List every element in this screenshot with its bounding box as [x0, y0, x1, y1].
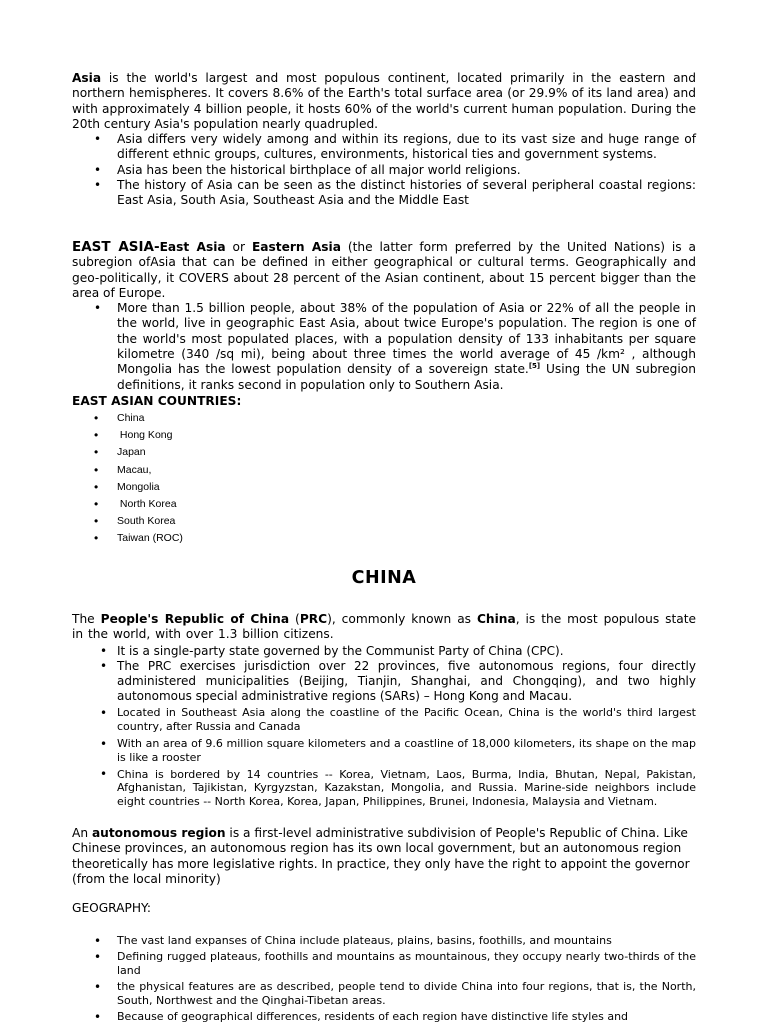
autonomous-an: An — [72, 826, 92, 840]
country-item: • North Korea — [72, 496, 696, 513]
autonomous-region-section — [72, 826, 696, 887]
geography-bullet-list — [72, 934, 696, 1024]
asia-intro-paragraph — [72, 71, 696, 132]
country-item: • Japan — [72, 444, 696, 461]
citation-link[interactable]: [5] — [528, 362, 541, 371]
list-item — [72, 301, 696, 393]
east-asia-bullet-text-cont: Using the UN subregion definitions, it ranks second in population only to Southern Asia. — [117, 362, 696, 392]
list-item: • The PRC exercises jurisdiction over 22 provinces, five autonomous regions, four directly administered municipalities (Beijing, Tianjin, Shanghai, and Chongqing), and two highly autonomous special administrative regions (SARs) – Hong Kong and Macau. — [72, 659, 696, 704]
china-paren-open: ( — [289, 612, 300, 626]
list-item: • Asia differs very widely among and within its regions, due to its vast size and huge range of different ethnic groups, cultures, environments, historical ties and government systems. — [72, 132, 696, 163]
asia-intro-text: is the world's largest and most populous continent, located primarily in the eastern and northern hemispheres. It covers 8.6% of the Earth's total surface area (or 29.9% of its land area) and with approximately 4 billion people, it hosts 60% of the world's current human population. During the 20th century Asia's population nearly quadrupled. — [72, 71, 696, 131]
country-item: • South Korea — [72, 513, 696, 530]
prc-full-name: People's Republic of China — [100, 612, 290, 626]
list-item: • Defining rugged plateaus, foothills and mountains as mountainous, they occupy nearly two-thirds of the land — [72, 950, 696, 978]
country-item: • Hong Kong — [72, 427, 696, 444]
east-asia-paragraph — [72, 240, 696, 301]
list-item: • China is bordered by 14 countries -- Korea, Vietnam, Laos, Burma, India, Bhutan, Nepal, Pakistan, Afghanistan, Tajikistan, Kyrgyzstan, Kazakstan, Mongolia, and Russia. Marine-side neighbors include eight countries -- North Korea, Korea, Japan, Philippines, Brunei, Indonesia, Malaysia and Vietnam. — [72, 768, 696, 809]
east-asia-bullet-list — [72, 301, 696, 393]
asia-section — [72, 71, 696, 209]
asia-term: Asia — [72, 71, 102, 85]
china-intro-rest: , is the most populous state in the world, with over 1.3 billion citizens. — [72, 612, 696, 642]
list-item: • The vast land expanses of China include plateaus, plains, basins, foothills, and mountains — [72, 934, 696, 948]
china-intro-the: The — [72, 612, 101, 626]
autonomous-region-text: is a first-level administrative subdivision of People's Republic of China. Like Chinese provinces, an autonomous region has its own local government, but an autonomous region theoretically has more legislative rights. In practice, they only have the right to appoint the governor (from the local minority) — [72, 826, 690, 886]
list-item: • With an area of 9.6 million square kilometers and a coastline of 18,000 kilometers, its shape on the map is like a rooster — [72, 737, 696, 765]
east-asia-bullet-text: More than 1.5 billion people, about 38% of the population of Asia or 22% of all the people in the world, live in geographic East Asia, about twice Europe's population. The region is one of the world's most populated places, with a population density of 133 inhabitants per square kilometre (340 /sq mi), being about three times the world average of 45 /km² , although Mongolia has the lowest population density of a sovereign state. — [117, 301, 696, 377]
geography-heading: GEOGRAPHY: — [72, 901, 151, 915]
autonomous-region-term: autonomous region — [91, 826, 226, 840]
country-item: • Taiwan (ROC) — [72, 530, 696, 547]
china-name: China — [476, 612, 516, 626]
china-section — [72, 612, 696, 808]
list-item: • Located in Southeast Asia along the coastline of the Pacific Ocean, China is the world's third largest country, after Russia and Canada — [72, 706, 696, 734]
east-asia-text: (the latter form preferred by the United Nations) is a subregion ofAsia that can be defined in either geographical or cultural terms. Geographically and geo-politically, it COVERS about 28 percent of the Asian continent, about 15 percent bigger than the area of Europe. — [72, 240, 697, 300]
eastern-asia-term: Eastern Asia — [251, 240, 341, 254]
autonomous-region-paragraph — [72, 826, 696, 887]
list-item: • Because of geographical differences, residents of each region have distinctive life styles and — [72, 1010, 696, 1024]
list-item: • It is a single-party state governed by the Communist Party of China (CPC). — [72, 644, 696, 659]
china-title: CHINA — [351, 568, 417, 588]
country-item: • China — [72, 410, 696, 427]
east-asia-term: East Asia — [159, 240, 226, 254]
prc-abbrev: PRC — [299, 612, 328, 626]
east-asia-section — [72, 240, 696, 547]
east-asian-countries-heading: EAST ASIAN COUNTRIES: — [72, 393, 242, 408]
china-intro-paragraph — [72, 612, 696, 643]
list-item: • The history of Asia can be seen as the distinct histories of several peripheral coastal regions: East Asia, South Asia, Southeast Asia and the Middle East — [72, 178, 696, 209]
list-item: • Asia has been the historical birthplace of all major world religions. — [72, 163, 696, 178]
east-asia-heading: EAST ASIA- — [72, 239, 160, 255]
countries-list — [72, 410, 696, 547]
list-item: • the physical features are as described, people tend to divide China into four regions, that is, the North, South, Northwest and the Qinghai-Tibetan areas. — [72, 980, 696, 1008]
country-item: • Mongolia — [72, 479, 696, 496]
china-intro-mid: ), commonly known as — [327, 612, 477, 626]
east-asia-or: or — [225, 240, 252, 254]
geography-section — [72, 901, 696, 1024]
china-bullet-list — [72, 644, 696, 809]
asia-bullet-list — [72, 132, 696, 208]
country-item: • Macau, — [72, 462, 696, 479]
